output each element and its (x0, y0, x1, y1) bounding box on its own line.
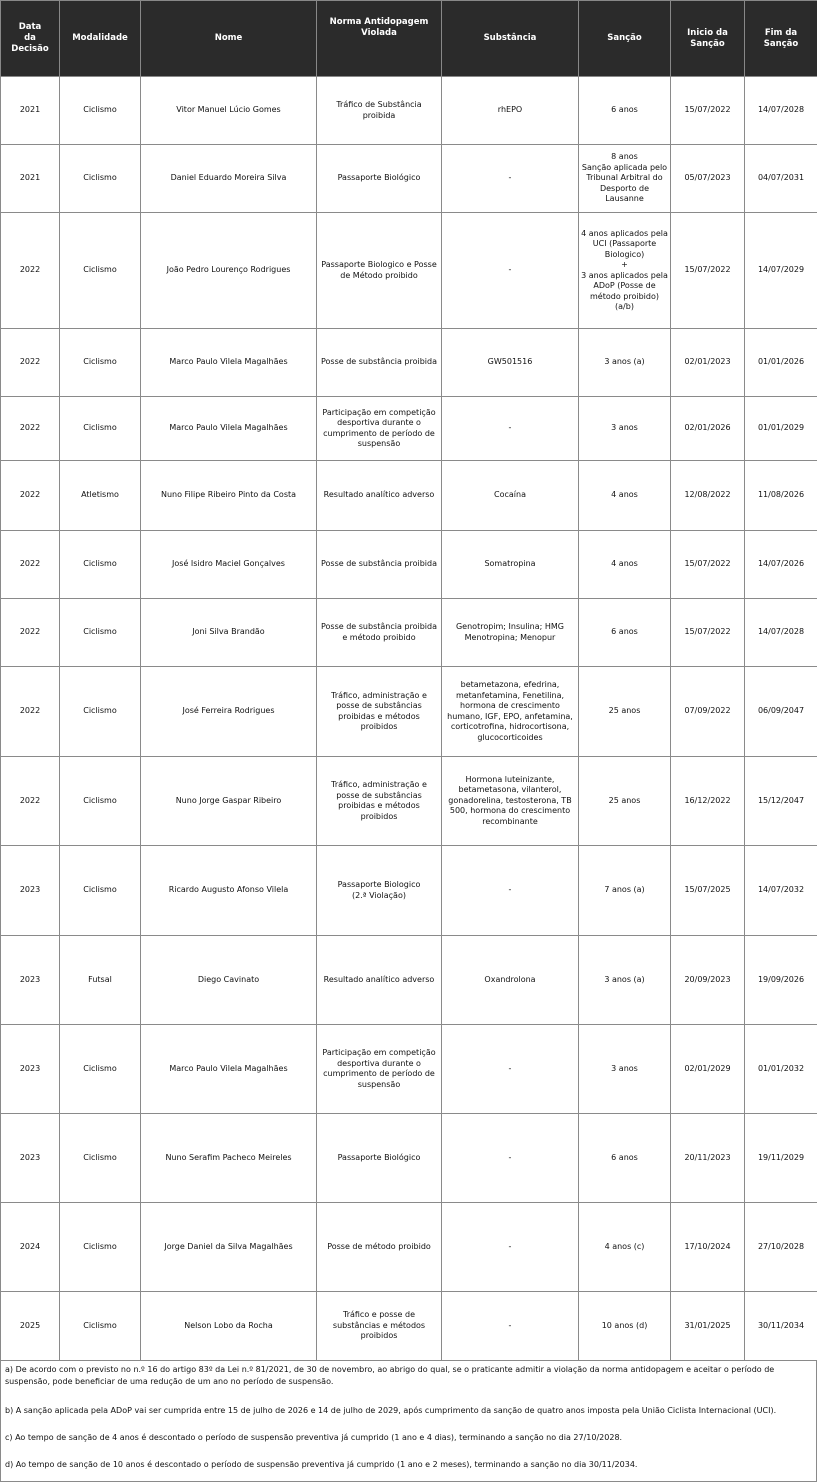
cell-ano: 2022 (1, 213, 60, 329)
table-row (1, 145, 817, 213)
cell-fim: 14/07/2026 (745, 531, 817, 599)
cell-substancia: Cocaína (442, 461, 579, 531)
cell-inicio: 15/07/2022 (671, 77, 745, 145)
table-row (1, 397, 817, 461)
cell-nome: Nelson Lobo da Rocha (141, 1292, 317, 1361)
cell-inicio: 20/11/2023 (671, 1114, 745, 1203)
cell-norma: Posse de método proibido (317, 1203, 442, 1292)
cell-fim: 06/09/2047 (745, 667, 817, 757)
cell-substancia: Somatropina (442, 531, 579, 599)
cell-sancao: 4 anos (579, 461, 671, 531)
cell-ano: 2023 (1, 1025, 60, 1114)
cell-substancia: Hormona luteinizante, betametasona, vilanterol, gonadorelina, testosterona, TB 500, hormona do crescimento recombinante (442, 757, 579, 846)
cell-ano: 2022 (1, 531, 60, 599)
cell-inicio: 15/07/2022 (671, 531, 745, 599)
header-nome: Nome (141, 1, 317, 77)
cell-substancia: GW501516 (442, 329, 579, 397)
table-body (1, 77, 817, 1361)
cell-sancao: 4 anos (579, 531, 671, 599)
cell-substancia: - (442, 1292, 579, 1361)
cell-norma: Posse de substância proibida (317, 329, 442, 397)
cell-modalidade: Ciclismo (60, 1025, 141, 1114)
cell-ano: 2021 (1, 77, 60, 145)
cell-fim: 01/01/2032 (745, 1025, 817, 1114)
cell-inicio: 17/10/2024 (671, 1203, 745, 1292)
cell-substancia: - (442, 846, 579, 936)
footnote-b: b) A sanção aplicada pela ADoP vai ser cumprida entre 15 de julho de 2026 e 14 de julho de 2029, após cumprimento da sanção de quatro anos imposta pela União Ciclista Internacional (UCI). (1, 1398, 816, 1424)
header-norma: Norma Antidopagem Violada (317, 1, 442, 77)
cell-modalidade: Ciclismo (60, 397, 141, 461)
cell-modalidade: Ciclismo (60, 531, 141, 599)
cell-modalidade: Ciclismo (60, 667, 141, 757)
cell-inicio: 20/09/2023 (671, 936, 745, 1025)
table-row (1, 599, 817, 667)
cell-nome: José Isidro Maciel Gonçalves (141, 531, 317, 599)
cell-ano: 2022 (1, 757, 60, 846)
cell-fim: 14/07/2029 (745, 213, 817, 329)
cell-norma: Resultado analítico adverso (317, 936, 442, 1025)
header-fim: Fim da Sanção (745, 1, 817, 77)
cell-norma: Tráfico e posse de substâncias e métodos proibidos (317, 1292, 442, 1361)
cell-ano: 2022 (1, 667, 60, 757)
cell-sancao: 6 anos (579, 599, 671, 667)
footnotes (0, 1361, 817, 1482)
cell-fim: 11/08/2026 (745, 461, 817, 531)
cell-inicio: 15/07/2022 (671, 213, 745, 329)
table-row (1, 531, 817, 599)
cell-nome: Joni Silva Brandão (141, 599, 317, 667)
table-row (1, 757, 817, 846)
cell-modalidade: Ciclismo (60, 213, 141, 329)
cell-fim: 01/01/2026 (745, 329, 817, 397)
cell-modalidade: Ciclismo (60, 329, 141, 397)
cell-inicio: 31/01/2025 (671, 1292, 745, 1361)
table-row (1, 1114, 817, 1203)
footnote-a: a) De acordo com o previsto no n.º 16 do artigo 83º da Lei n.º 81/2021, de 30 de novembro, ao abrigo do qual, se o praticante admitir a violação da norma antidopagem e aceitar o período de suspensão, pode beneficiar de uma redução de um ano no período de suspensão. (1, 1361, 816, 1398)
header-inicio: Inicio da Sanção (671, 1, 745, 77)
cell-nome: Ricardo Augusto Afonso Vilela (141, 846, 317, 936)
cell-norma: Tráfico, administração e posse de substâncias proibidas e métodos proibidos (317, 757, 442, 846)
cell-substancia: - (442, 213, 579, 329)
cell-inicio: 12/08/2022 (671, 461, 745, 531)
cell-norma: Posse de substância proibida e método proibido (317, 599, 442, 667)
cell-sancao: 6 anos (579, 77, 671, 145)
cell-inicio: 15/07/2025 (671, 846, 745, 936)
cell-nome: Nuno Serafim Pacheco Meireles (141, 1114, 317, 1203)
cell-inicio: 02/01/2026 (671, 397, 745, 461)
table-row (1, 667, 817, 757)
cell-ano: 2024 (1, 1203, 60, 1292)
cell-sancao: 4 anos aplicados pela UCI (Passaporte Biologico) + 3 anos aplicados pela ADoP (Posse de método proibido) (a/b) (579, 213, 671, 329)
cell-norma: Participação em competição desportiva durante o cumprimento de período de suspensão (317, 1025, 442, 1114)
cell-fim: 27/10/2028 (745, 1203, 817, 1292)
cell-sancao: 3 anos (a) (579, 936, 671, 1025)
table-row (1, 213, 817, 329)
cell-modalidade: Ciclismo (60, 145, 141, 213)
cell-sancao: 4 anos (c) (579, 1203, 671, 1292)
cell-ano: 2021 (1, 145, 60, 213)
cell-inicio: 05/07/2023 (671, 145, 745, 213)
cell-nome: Marco Paulo Vilela Magalhães (141, 397, 317, 461)
table-row (1, 1025, 817, 1114)
cell-ano: 2023 (1, 1114, 60, 1203)
cell-sancao: 3 anos (579, 1025, 671, 1114)
table-row (1, 936, 817, 1025)
table-row (1, 461, 817, 531)
cell-nome: José Ferreira Rodrigues (141, 667, 317, 757)
cell-nome: Nuno Jorge Gaspar Ribeiro (141, 757, 317, 846)
cell-norma: Posse de substância proibida (317, 531, 442, 599)
cell-modalidade: Ciclismo (60, 1203, 141, 1292)
cell-nome: Vitor Manuel Lúcio Gomes (141, 77, 317, 145)
cell-fim: 14/07/2028 (745, 77, 817, 145)
cell-substancia: - (442, 1203, 579, 1292)
cell-fim: 04/07/2031 (745, 145, 817, 213)
cell-nome: Marco Paulo Vilela Magalhães (141, 1025, 317, 1114)
cell-sancao: 25 anos (579, 667, 671, 757)
cell-inicio: 02/01/2029 (671, 1025, 745, 1114)
cell-fim: 30/11/2034 (745, 1292, 817, 1361)
footnote-d: d) Ao tempo de sanção de 10 anos é descontado o período de suspensão preventiva já cumprido (1 ano e 2 meses), terminando a sanção no dia 30/11/2034. (1, 1451, 816, 1481)
table-row (1, 77, 817, 145)
cell-inicio: 07/09/2022 (671, 667, 745, 757)
cell-modalidade: Ciclismo (60, 757, 141, 846)
cell-fim: 14/07/2032 (745, 846, 817, 936)
header-modalidade: Modalidade (60, 1, 141, 77)
header-data-decisao: Data da Decisão (1, 1, 60, 77)
cell-sancao: 7 anos (a) (579, 846, 671, 936)
cell-modalidade: Atletismo (60, 461, 141, 531)
cell-norma: Resultado analítico adverso (317, 461, 442, 531)
cell-ano: 2022 (1, 329, 60, 397)
cell-substancia: - (442, 397, 579, 461)
table-row (1, 1292, 817, 1361)
table-row (1, 329, 817, 397)
cell-norma: Passaporte Biologico (2.ª Violação) (317, 846, 442, 936)
cell-substancia: betametazona, efedrina, metanfetamina, Fenetilina, hormona de crescimento humano, IGF, EPO, anfetamina, corticotrofina, hidrocortisona, glucocorticoides (442, 667, 579, 757)
cell-nome: Marco Paulo Vilela Magalhães (141, 329, 317, 397)
cell-substancia: - (442, 1025, 579, 1114)
cell-norma: Passaporte Biológico (317, 145, 442, 213)
cell-nome: Nuno Filipe Ribeiro Pinto da Costa (141, 461, 317, 531)
cell-sancao: 10 anos (d) (579, 1292, 671, 1361)
header-sancao: Sanção (579, 1, 671, 77)
cell-norma: Tráfico de Substância proibida (317, 77, 442, 145)
cell-fim: 01/01/2029 (745, 397, 817, 461)
cell-substancia: Oxandrolona (442, 936, 579, 1025)
cell-inicio: 15/07/2022 (671, 599, 745, 667)
table-row (1, 1203, 817, 1292)
cell-modalidade: Ciclismo (60, 1292, 141, 1361)
cell-sancao: 3 anos (579, 397, 671, 461)
cell-norma: Participação em competição desportiva durante o cumprimento de período de suspensão (317, 397, 442, 461)
cell-ano: 2023 (1, 846, 60, 936)
cell-ano: 2023 (1, 936, 60, 1025)
header-row (1, 1, 817, 77)
cell-ano: 2022 (1, 461, 60, 531)
cell-substancia: rhEPO (442, 77, 579, 145)
cell-inicio: 16/12/2022 (671, 757, 745, 846)
cell-nome: Daniel Eduardo Moreira Silva (141, 145, 317, 213)
cell-sancao: 25 anos (579, 757, 671, 846)
cell-norma: Tráfico, administração e posse de substâncias proibidas e métodos proibidos (317, 667, 442, 757)
cell-modalidade: Ciclismo (60, 77, 141, 145)
cell-ano: 2025 (1, 1292, 60, 1361)
cell-fim: 19/09/2026 (745, 936, 817, 1025)
cell-modalidade: Ciclismo (60, 599, 141, 667)
cell-nome: Jorge Daniel da Silva Magalhães (141, 1203, 317, 1292)
cell-fim: 19/11/2029 (745, 1114, 817, 1203)
cell-substancia: Genotropim; Insulina; HMG Menotropina; Menopur (442, 599, 579, 667)
cell-inicio: 02/01/2023 (671, 329, 745, 397)
cell-sancao: 6 anos (579, 1114, 671, 1203)
cell-norma: Passaporte Biológico (317, 1114, 442, 1203)
cell-fim: 15/12/2047 (745, 757, 817, 846)
cell-modalidade: Ciclismo (60, 1114, 141, 1203)
header-substancia: Substância (442, 1, 579, 77)
cell-modalidade: Ciclismo (60, 846, 141, 936)
cell-ano: 2022 (1, 397, 60, 461)
footnote-c: c) Ao tempo de sanção de 4 anos é descontado o período de suspensão preventiva já cumprido (1 ano e 4 dias), terminando a sanção no dia 27/10/2028. (1, 1424, 816, 1451)
cell-sancao: 3 anos (a) (579, 329, 671, 397)
cell-norma: Passaporte Biologico e Posse de Método proibido (317, 213, 442, 329)
cell-sancao: 8 anos Sanção aplicada pelo Tribunal Arbitral do Desporto de Lausanne (579, 145, 671, 213)
cell-fim: 14/07/2028 (745, 599, 817, 667)
cell-modalidade: Futsal (60, 936, 141, 1025)
cell-ano: 2022 (1, 599, 60, 667)
table-row (1, 846, 817, 936)
cell-nome: João Pedro Lourenço Rodrigues (141, 213, 317, 329)
cell-substancia: - (442, 1114, 579, 1203)
cell-nome: Diego Cavinato (141, 936, 317, 1025)
cell-substancia: - (442, 145, 579, 213)
